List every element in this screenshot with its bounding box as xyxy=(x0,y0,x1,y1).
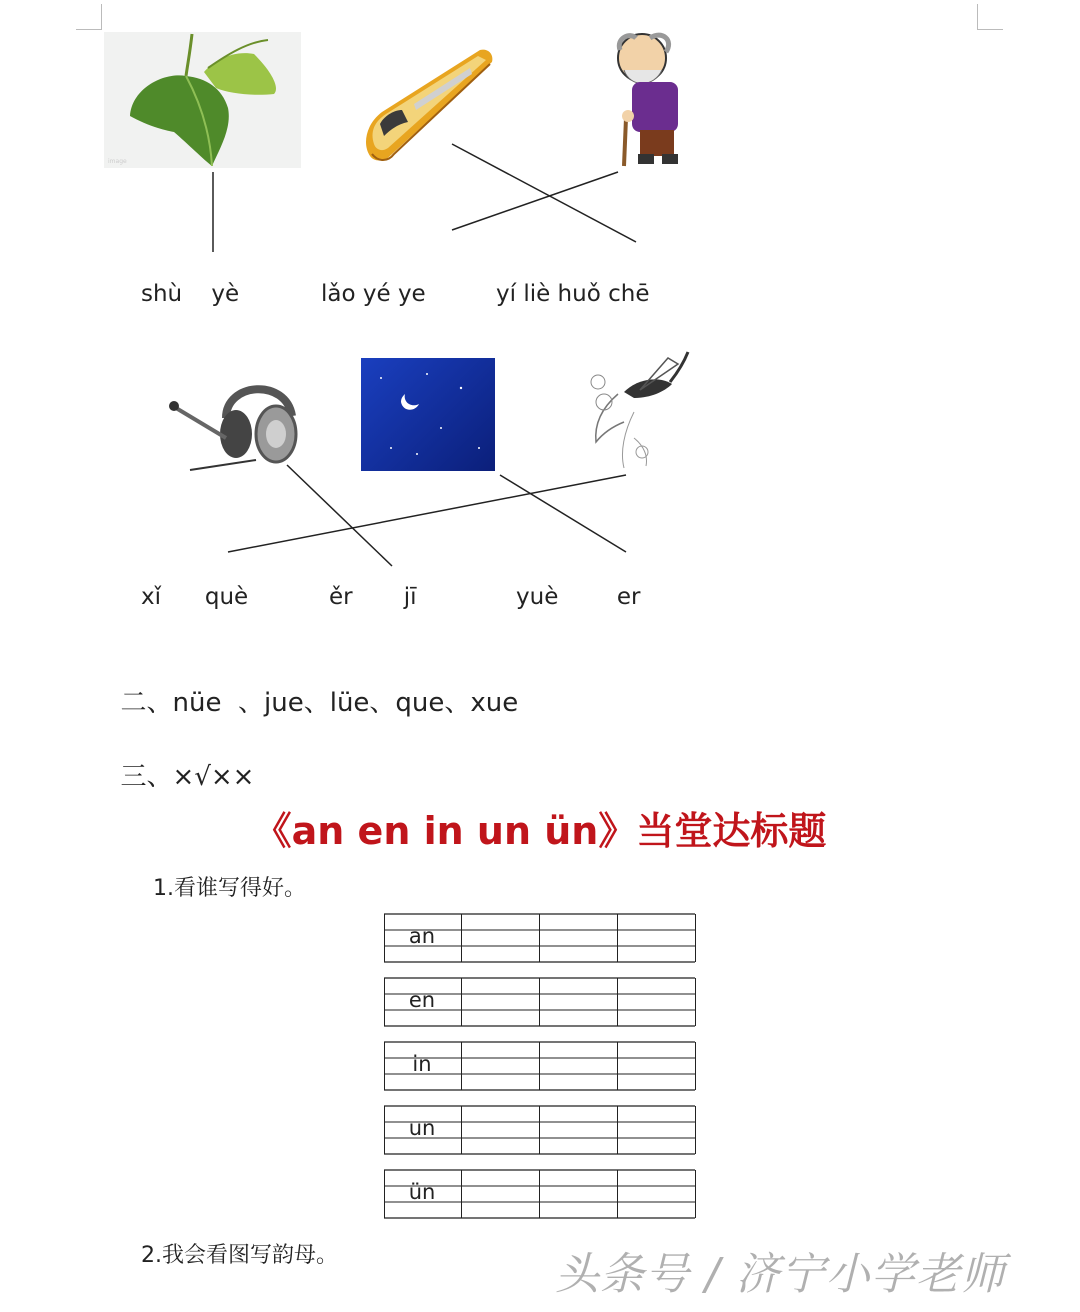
pinyin-lao-ye-ye: lǎo yé ye xyxy=(321,281,426,307)
page-title: 《an en in un ün》当堂达标题 xyxy=(253,809,827,853)
question-2: 2.我会看图写韵母。 xyxy=(141,1243,338,1268)
section-2-number: 二、 xyxy=(120,688,173,718)
pinyin-yue-er: yuè er xyxy=(516,584,641,610)
pinyin-xi-que: xǐ què xyxy=(141,584,249,610)
watermark: 头条号 / 济宁小学老师 xyxy=(555,1249,1006,1300)
match-line-magpie xyxy=(228,475,626,552)
svg-text:image: image xyxy=(108,158,127,165)
section-3-answer xyxy=(104,726,254,793)
match-line-grandpa xyxy=(452,172,618,230)
grid-row-label: in xyxy=(412,1052,432,1076)
pinyin-er-ji: ěr jī xyxy=(329,584,417,610)
grid-row-label: en xyxy=(408,988,436,1012)
pinyin-yi-lie-huo-che: yí liè huǒ chē xyxy=(496,281,650,307)
grid-row-label: un xyxy=(408,1116,436,1140)
question-1: 1.看谁写得好。 xyxy=(153,876,306,901)
section-2-text: nüe 、jue、lüe、que、xue xyxy=(172,688,519,718)
match-line-train xyxy=(452,144,636,242)
section-3-text: ×√×× xyxy=(172,762,255,792)
match-line-headset xyxy=(287,465,392,566)
section-3-number: 三、 xyxy=(120,762,173,792)
grid-row-label: an xyxy=(408,924,436,948)
pinyin-shu-ye: shù yè xyxy=(141,281,240,307)
section-2-answer xyxy=(104,652,518,719)
grid-row-label: ün xyxy=(408,1180,436,1204)
